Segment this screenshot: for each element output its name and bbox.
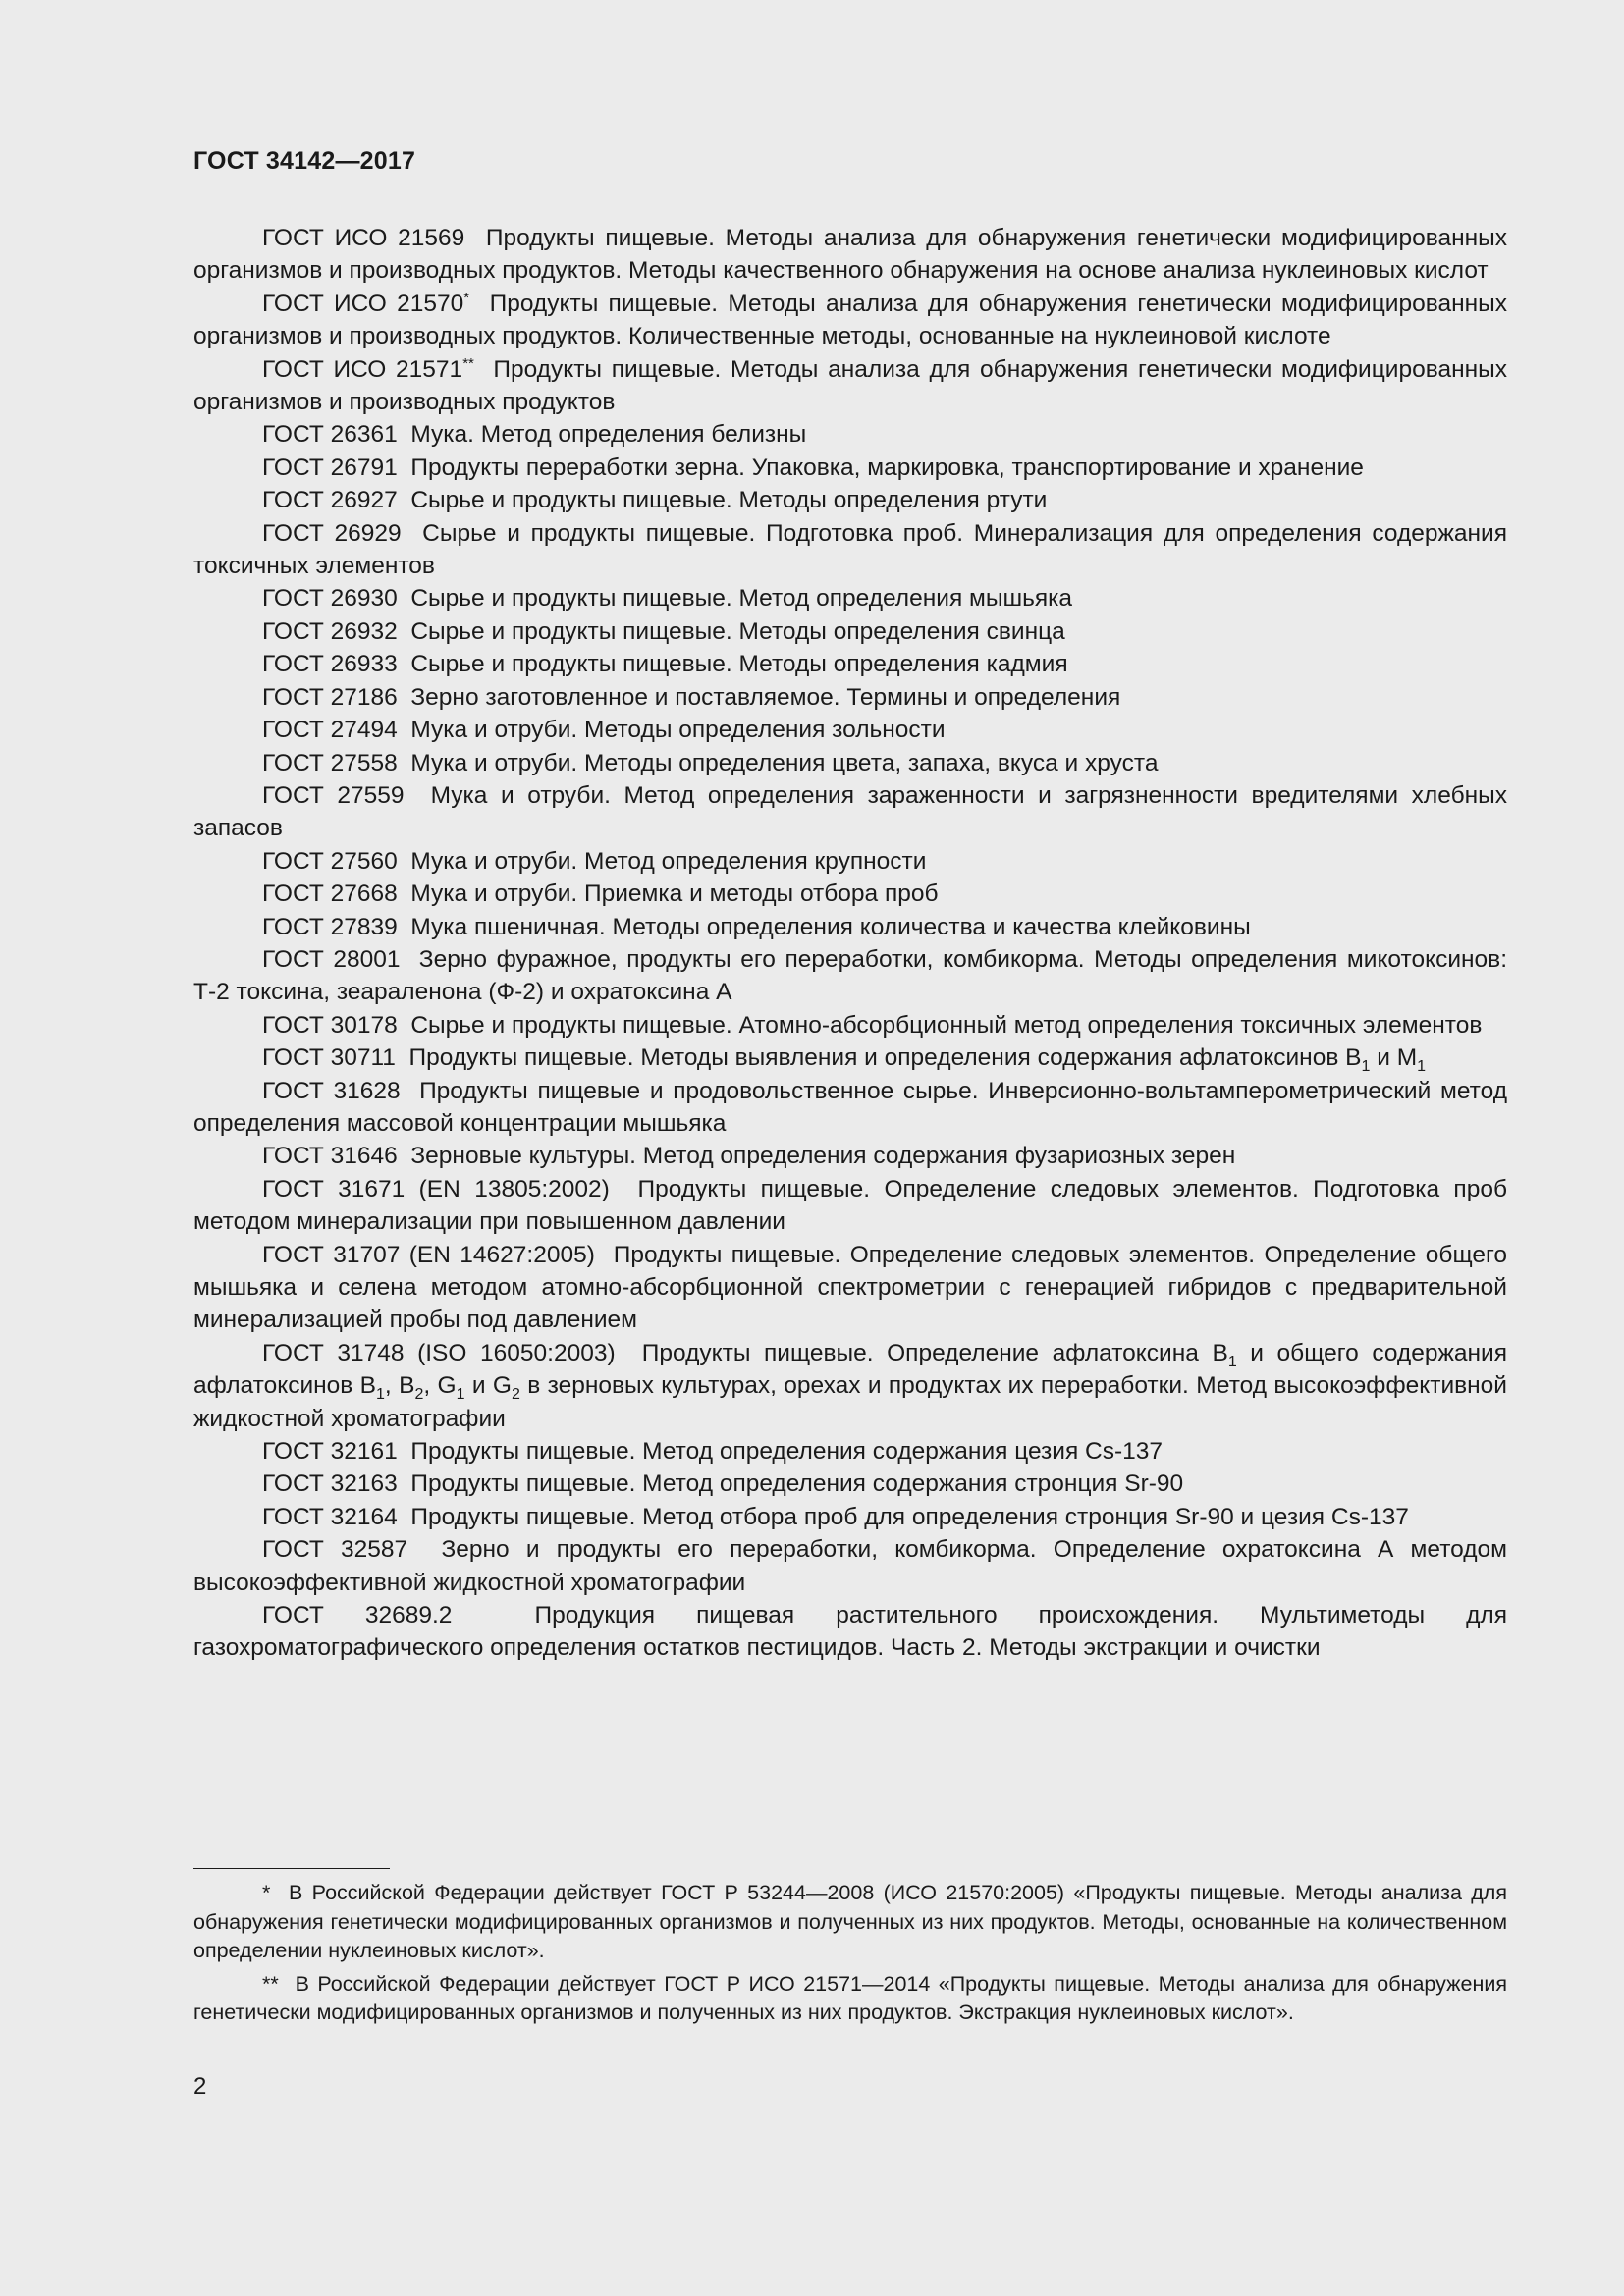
reference-title: Мука и отруби. Методы определения цвета, запаха, вкуса и хруста: [410, 749, 1159, 776]
reference-entry: [193, 582, 1507, 614]
reference-code: ГОСТ 27186: [262, 683, 398, 711]
reference-entry: [193, 517, 1507, 583]
footnote-mark: *: [463, 289, 470, 306]
subscript: 1: [1417, 1058, 1427, 1076]
reference-title: Зерно и продукты его переработки, комбикорма. Определение охратоксина А методом высокоэффективной жидкостной хроматографии: [193, 1536, 1507, 1596]
reference-title: Мука. Метод определения белизны: [410, 421, 807, 449]
reference-title: Зерновые культуры. Метод определения содержания фузариозных зерен: [410, 1143, 1236, 1170]
reference-title: Зерно заготовленное и поставляемое. Термины и определения: [410, 683, 1121, 711]
reference-entry: [193, 911, 1507, 943]
subscript: 1: [456, 1386, 465, 1404]
reference-code: ГОСТ 31707 (EN 14627:2005): [262, 1241, 595, 1268]
reference-entry: [193, 1468, 1507, 1500]
reference-code: ГОСТ 26933: [262, 651, 398, 678]
footnote-mark: *: [262, 1881, 271, 1904]
reference-title: Продукты пищевые и продовольственное сырье. Инверсионно-вольтамперометрический метод определения массовой концентрации мышьяка: [193, 1077, 1507, 1137]
reference-code: ГОСТ 31748 (ISO 16050:2003): [262, 1339, 616, 1366]
reference-title: Продукты пищевые. Методы выявления и определения содержания афлатоксинов $B_1$ и $M_1$: [408, 1044, 1427, 1076]
reference-entry: [193, 714, 1507, 746]
reference-title: Продукты переработки зерна. Упаковка, маркировка, транспортирование и хранение: [410, 454, 1364, 481]
footnote-mark: **: [262, 1971, 279, 1996]
reference-entry: [193, 1435, 1507, 1468]
reference-entry: [193, 353, 1507, 419]
reference-title: Мука и отруби. Метод определения крупности: [410, 847, 927, 875]
reference-title: Мука и отруби. Методы определения зольности: [410, 717, 946, 744]
footnote-mark: **: [462, 354, 474, 372]
reference-code: ГОСТ 26361: [262, 421, 398, 449]
reference-entry: [193, 484, 1507, 516]
page-number: 2: [193, 2073, 207, 2100]
subscript: 2: [511, 1386, 520, 1404]
reference-title: Продукты пищевые. Методы анализа для обнаружения генетически модифицированных организмов и производных продуктов: [193, 355, 1507, 416]
reference-code: ГОСТ 26930: [262, 585, 398, 613]
footnote: [193, 1879, 1507, 1966]
reference-title: Сырье и продукты пищевые. Подготовка проб. Минерализация для определения содержания токсичных элементов: [193, 519, 1507, 580]
reference-title: Продукты пищевые. Определение афлатоксина $B_1$ и общего содержания афлатоксинов $B_1$, $B_2$, $G_1$ и $G_2$ в зерновых культурах, орехах и продуктах их переработки. Метод высокоэффективной жидкостной хроматографии: [193, 1339, 1507, 1432]
reference-code: ГОСТ 32164: [262, 1503, 398, 1530]
subscript: 1: [1227, 1353, 1237, 1370]
reference-entry: [193, 943, 1507, 1009]
subscript: 1: [376, 1386, 385, 1404]
reference-title: Продукты пищевые. Определение следовых элементов. Определение общего мышьяка и селена методом атомно-абсорбционной спектрометрии с генерацией гибридов с предварительной минерализацией пробы под давлением: [193, 1241, 1507, 1334]
reference-code: ГОСТ 27558: [262, 749, 398, 776]
reference-title: Мука и отруби. Приемка и методы отбора проб: [410, 881, 939, 908]
reference-title: Продукция пищевая растительного происхождения. Мультиметоды для газохроматографического определения остатков пестицидов. Часть 2. Методы экстракции и очистки: [193, 1602, 1507, 1662]
reference-entry: [193, 1533, 1507, 1599]
reference-code: ГОСТ 31671 (EN 13805:2002): [262, 1175, 610, 1202]
reference-title: Сырье и продукты пищевые. Методы определения свинца: [410, 617, 1065, 645]
reference-entry: [193, 1337, 1507, 1435]
reference-title: Продукты пищевые. Метод определения содержания цезия Cs-137: [410, 1438, 1164, 1466]
reference-entry: [193, 222, 1507, 288]
reference-entry: [193, 1599, 1507, 1665]
reference-title: Продукты пищевые. Определение следовых элементов. Подготовка проб методом минерализации при повышенном давлении: [193, 1175, 1507, 1236]
footnote-text: В Российской Федерации действует ГОСТ Р 53244—2008 (ИСО 21570:2005) «Продукты пищевые. Методы анализа для обнаружения генетически модифицированных организмов и полученных из них продуктов. Методы, основанные на количественном определении нуклеиновых кислот».: [193, 1881, 1507, 1962]
reference-entry: [193, 1173, 1507, 1239]
reference-entry: [193, 1140, 1507, 1172]
reference-code: ГОСТ 31646: [262, 1143, 398, 1170]
normative-references-list: [193, 222, 1507, 1665]
reference-entry: [193, 1501, 1507, 1533]
reference-code: ГОСТ 30178: [262, 1011, 398, 1039]
reference-code: ГОСТ ИСО 21570: [262, 290, 464, 317]
reference-code: ГОСТ 26929: [262, 519, 402, 547]
reference-entry: [193, 1041, 1507, 1074]
footnote: [193, 1970, 1507, 2028]
reference-code: ГОСТ 30711: [262, 1044, 396, 1072]
reference-entry: [193, 681, 1507, 714]
reference-title: Сырье и продукты пищевые. Атомно-абсорбционный метод определения токсичных элементов: [410, 1011, 1483, 1039]
reference-entry: [193, 1075, 1507, 1141]
reference-code: ГОСТ 27839: [262, 913, 398, 940]
reference-code: ГОСТ 26927: [262, 487, 398, 514]
footnote-text: В Российской Федерации действует ГОСТ Р ИСО 21571—2014 «Продукты пищевые. Методы анализа для обнаружения генетически модифицированных организмов и полученных из них продуктов. Экстракция нуклеиновых кислот».: [193, 1971, 1507, 2024]
reference-entry: [193, 1239, 1507, 1337]
reference-code: ГОСТ 31628: [262, 1077, 401, 1104]
reference-title: Продукты пищевые. Методы анализа для обнаружения генетически модифицированных организмов и производных продуктов. Методы качественного обнаружения на основе анализа нуклеиновых кислот: [193, 225, 1507, 285]
reference-code: ГОСТ 27560: [262, 847, 398, 875]
reference-title: Мука пшеничная. Методы определения количества и качества клейковины: [410, 913, 1251, 940]
reference-title: Сырье и продукты пищевые. Методы определения ртути: [410, 487, 1048, 514]
reference-title: Сырье и продукты пищевые. Метод определения мышьяка: [410, 585, 1073, 613]
reference-title: Продукты пищевые. Метод отбора проб для определения стронция Sr-90 и цезия Cs-137: [410, 1503, 1409, 1530]
reference-code: ГОСТ 28001: [262, 945, 401, 973]
reference-code: ГОСТ 26932: [262, 617, 398, 645]
reference-title: Продукты пищевые. Методы анализа для обнаружения генетически модифицированных организмов и производных продуктов. Количественные методы, основанные на нуклеиновой кислоте: [193, 290, 1507, 350]
reference-entry: [193, 1009, 1507, 1041]
reference-entry: [193, 845, 1507, 878]
reference-code: ГОСТ 26791: [262, 454, 398, 481]
reference-code: ГОСТ 27668: [262, 881, 398, 908]
document-id-header: ГОСТ 34142—2017: [193, 147, 416, 175]
subscript: 1: [1361, 1058, 1371, 1076]
reference-entry: [193, 878, 1507, 910]
reference-code: ГОСТ ИСО 21569: [262, 225, 465, 251]
subscript: 2: [414, 1386, 424, 1404]
reference-code: ГОСТ 32587: [262, 1536, 408, 1564]
reference-entry: [193, 648, 1507, 680]
reference-code: ГОСТ 32163: [262, 1470, 398, 1498]
reference-code: ГОСТ 27494: [262, 717, 398, 744]
footnotes: [193, 1879, 1507, 2032]
reference-code: ГОСТ 32161: [262, 1438, 398, 1466]
reference-entry: [193, 747, 1507, 779]
reference-code: ГОСТ 27559: [262, 781, 405, 809]
footnote-separator: [193, 1868, 390, 1869]
reference-title: Продукты пищевые. Метод определения содержания стронция Sr-90: [410, 1470, 1184, 1498]
reference-entry: [193, 452, 1507, 484]
reference-entry: [193, 615, 1507, 648]
reference-entry: [193, 288, 1507, 353]
reference-title: Зерно фуражное, продукты его переработки, комбикорма. Методы определения микотоксинов: Т-2 токсина, зеараленона (Ф-2) и охратоксина А: [193, 945, 1507, 1006]
reference-title: Сырье и продукты пищевые. Методы определения кадмия: [410, 651, 1068, 678]
reference-entry: [193, 779, 1507, 845]
reference-title: Мука и отруби. Метод определения зараженности и загрязненности вредителями хлебных запасов: [193, 781, 1507, 842]
reference-code: ГОСТ 32689.2: [262, 1602, 453, 1629]
reference-entry: [193, 418, 1507, 451]
reference-code: ГОСТ ИСО 21571: [262, 355, 463, 383]
